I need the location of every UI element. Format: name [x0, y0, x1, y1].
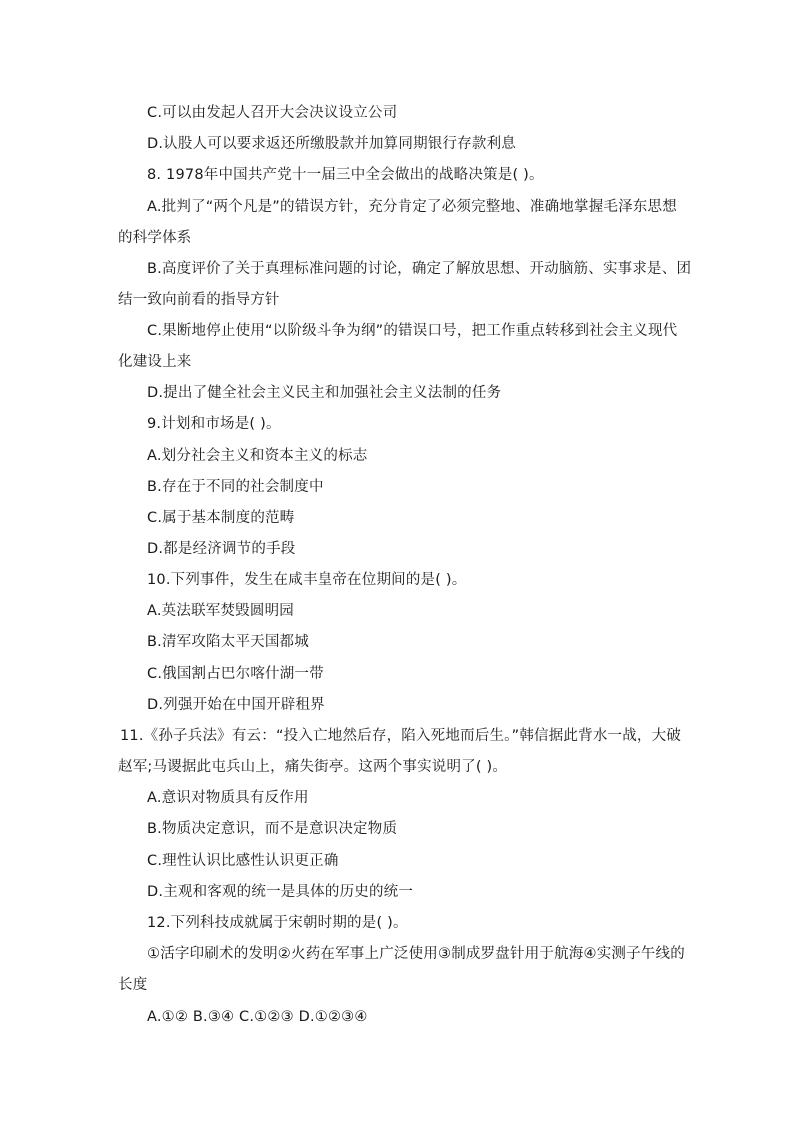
- option-c-line: C.俄国割占巴尔喀什湖一带: [147, 666, 324, 682]
- option-b-line: B.物质决定意识，而不是意识决定物质: [147, 821, 398, 837]
- option-d-line: D.都是经济调节的手段: [147, 541, 296, 557]
- option-a-line: A.意识对物质具有反作用: [147, 790, 309, 806]
- question-8-text: 8. 1978年中国共产党十一届三中全会做出的战略决策是( )。: [147, 167, 544, 183]
- option-b-continuation: 结一致向前看的指导方针: [118, 292, 280, 308]
- question-12-items: ①活字印刷术的发明②火药在军事上广泛使用③制成罗盘针用于航海④实测子午线的: [147, 946, 685, 962]
- option-c-line: C.果断地停止使用“以阶级斗争为纲”的错误口号，把工作重点转移到社会主义现代: [147, 323, 678, 339]
- option-c-line: C.可以由发起人召开大会决议设立公司: [147, 105, 398, 121]
- option-d-line: D.列强开始在中国开辟租界: [147, 697, 325, 713]
- question-11-continuation: 赵军;马谡据此屯兵山上，痛失街亭。这两个事实说明了( )。: [118, 759, 508, 775]
- option-d-line: D.提出了健全社会主义民主和加强社会主义法制的任务: [147, 385, 502, 401]
- option-b-line: B.高度评价了关于真理标准问题的讨论，确定了解放思想、开动脑筋、实事求是、团: [147, 261, 692, 277]
- option-d-line: D.主观和客观的统一是具体的历史的统一: [147, 884, 414, 900]
- option-b-line: B.清军攻陷太平天国都城: [147, 634, 309, 650]
- question-12-options: A.①② B.③④ C.①②③ D.①②③④: [147, 1009, 368, 1025]
- option-a-line: A.英法联军焚毁圆明园: [147, 603, 294, 619]
- option-b-line: B.存在于不同的社会制度中: [147, 479, 324, 495]
- question-10-text: 10.下列事件，发生在咸丰皇帝在位期间的是( )。: [147, 572, 467, 588]
- option-a-line: A.划分社会主义和资本主义的标志: [147, 448, 368, 464]
- question-11-text: 11.《孙子兵法》有云：“投入亡地然后存，陷入死地而后生。”韩信据此背水一战，大破: [120, 728, 682, 744]
- option-a-line: A.批判了“两个凡是”的错误方针，充分肯定了必须完整地、准确地掌握毛泽东思想: [147, 199, 677, 215]
- question-12-items-continuation: 长度: [118, 977, 148, 993]
- option-d-line: D.认股人可以要求返还所缴股款并加算同期银行存款利息: [147, 136, 516, 152]
- option-c-continuation: 化建设上来: [118, 354, 192, 370]
- question-9-text: 9.计划和市场是( )。: [147, 416, 281, 432]
- option-a-continuation: 的科学体系: [118, 230, 192, 246]
- question-12-text: 12.下列科技成就属于宋朝时期的是( )。: [147, 915, 408, 931]
- option-c-line: C.属于基本制度的范畴: [147, 510, 295, 526]
- option-c-line: C.理性认识比感性认识更正确: [147, 853, 339, 869]
